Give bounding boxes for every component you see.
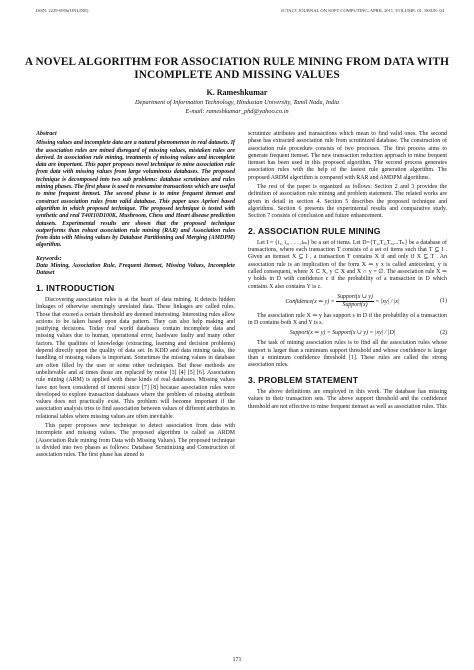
section-2-paragraph-2: The association rule X ⇒ y has support s in D if the probability of a transaction in D contains both X and Y is s. bbox=[248, 312, 447, 326]
equation-1-denominator: Support(x) bbox=[336, 301, 374, 309]
right-column bbox=[248, 131, 447, 413]
section-3-heading: 3. PROBLEM STATEMENT bbox=[248, 374, 359, 385]
equation-1 bbox=[248, 294, 447, 310]
section-2-paragraph-1: Let I = {i₁, i₂, . . . ,iₘ} be a set of items. Let D={T₁,T₂,T₃,...Tₙ} be a database of transactions, where each transaction T consists of a set of items such that T ⊆ I . Given an itemset X ⊆ I , a transaction T contains X if and only if X ⊆ T . An association rule is an implication of the form X ⇒ y x is called antecedent, y is called consequent, where X ⊂ X, y ⊂ X and X ∩ y = ∅. The association rule X ⇒ y holds in D with confidence c if the probability of a transaction in D which contains X also contains Y is c. bbox=[248, 239, 447, 290]
equation-1-numerator: Support(x ∪ y) bbox=[337, 293, 373, 300]
right-paragraph-2: The rest of the paper is organized as follows: Section 2 and 3 provides the definition of association rule mining and problem statement. The related works are given in detail in section 4. Section 5 describes the proposed technique and algorithms. Section 6 presents the experimental results and comparative study. Section 7 consists of conclusion and future enhancement. bbox=[248, 184, 447, 220]
equation-1-rhs: = |xy| / |x| bbox=[375, 299, 400, 306]
header-issn: ISSN: 2229-6956(ONLINE) bbox=[36, 8, 89, 13]
paper-title-line-1: A NOVEL ALGORITHM FOR ASSOCIATION RULE MINING FROM DATA WITH bbox=[24, 56, 450, 68]
section-3-paragraph-1: The above definitions are employed in this work. The database has missing values in their transaction sets. The above support threshold and the confidence threshold are not effective to mine frequent itemset as well as association rules. This bbox=[248, 388, 447, 410]
equation-1-fraction bbox=[336, 294, 374, 310]
equation-2-label: (2) bbox=[440, 330, 447, 337]
section-1-paragraph-1: Discovering association rules is at the heart of data mining. It detects hidden linkages of otherwise seemingly unrelated data. These linkages are called rules. Those that exceed a certain threshold are deemed interesting. Interesting rules allow actions to be taken based upon data pattern. They can also help making and justifying decisions. Today real world databases contain incomplete data and missing values due to human, operational error, hardware faulty and many other factors. The qualities of knowledge (extracting, learning and decision problems) depend directly upon the quality of data set. In KDD and data mining tasks, the handling of missing values is important. Sometimes the missing values in database are often filled by the user or some other techniques. But these methods are unbelievable and at times those are replaced by noise [3] [4] [5] [6]. Association rule mining (ARM) is applied with these kinds of real databases. Missing values have not been considered of interest since [7] [8] because association rules were developed to explore transaction databases where the problem of missing attribute values does not practically exist. This problem will become important if the association analysis tries to find association between values of different attributes in relational tables where missing values are often inevitable. bbox=[36, 296, 235, 420]
header-journal: ICTACT JOURNAL ON SOFT COMPUTING, APRIL 2011, VOLUME: 01, ISSUE: 04 bbox=[281, 8, 444, 13]
equation-1-label: (1) bbox=[440, 298, 447, 305]
abstract-body: Missing values and incomplete data are a natural phenomenon in real datasets. If the association rules are mined disregard of missing values, mistaken rules are derived. In association rule mining, treatments of missing values and incomplete data are important. This paper proposes novel technique to mine association rule from data with missing values from large voluminous databases. The proposed technique is decomposed into two sub problems: database scrutinizes and rules mining phases. The first phase is used to reexamine transactions which are useful to mine frequent itemset. The second phase is to mine frequent itemset and construct association rules from valid database. This paper uses Apriori based algorithm in which proposed technique. The proposed technique is tested with synthetic and real T40I10D100K, Mushroom, Chess and Heart disease prediction datasets. Experimental results are shown that the proposed technique outperforms than robust association rule mining (RAR) and Association rules from data with Missing values by Database Partitioning and Merging (AMDPM) algorithm. bbox=[36, 140, 235, 249]
author-name: K. Rameshkumar bbox=[206, 88, 268, 97]
equation-2-lhs: Support(x ⇒ y) = bbox=[289, 330, 331, 337]
paper-title-line-2: INCOMPLETE AND MISSING VALUES bbox=[134, 69, 340, 81]
equation-2-middle: Support(x ∪ y) bbox=[332, 330, 368, 337]
author-affiliation: Department of Information Technology, Hindustan University, Tamil Nadu, India bbox=[134, 99, 339, 106]
section-1-paragraph-2: This paper proposes new technique to detect association from data with incomplete and missing values. The proposed algorithm is called as ARDM (Association Rule mining from Data with Missing Values). The proposed technique is divided into two phases as follows: Database Scrutinizing and Construction of association rules. The first phase has aimed to bbox=[36, 422, 235, 459]
keywords-body: Data Mining, Association Rule, Frequent Itemset, Missing Values, Incomplete Dataset bbox=[36, 263, 235, 277]
equation-2 bbox=[248, 330, 447, 337]
left-column bbox=[36, 131, 235, 461]
author-email: E-mail: rameshkumar_phd@yahoo.co.in bbox=[185, 108, 289, 115]
equation-1-lhs: Confidence(x ⇒ y) = bbox=[285, 299, 335, 306]
keywords-title: Keywords: bbox=[36, 255, 62, 262]
abstract-title: Abstract bbox=[36, 131, 57, 137]
section-1-heading: 1. INTRODUCTION bbox=[36, 282, 115, 293]
page-number: 171 bbox=[232, 657, 242, 663]
section-2-heading: 2. ASSOCIATION RULE MINING bbox=[248, 225, 381, 236]
section-2-paragraph-3: The task of mining association rules is to find all the association rules whose support is larger than a minimum support threshold and whose confidence is larger than a minimum confidence threshold [1]. These rules are called the strong association rules. bbox=[248, 340, 447, 369]
paper-title bbox=[0, 56, 474, 82]
right-paragraph-1: scrutinize attributes and transactions which mean to find valid ones. The second phase has extracted association rule from scrutinized database. The construction of association rule procedure consists of two processes. The first process aims to generate frequent itemset. The new transaction reduction approach to mine frequent itemset has been used in this proposed algorithm. The second process generates association rules with the help of the fastest rule generation algorithm. The proposed ARDM algorithm is compared with RAR and AMDPM algorithms. bbox=[248, 131, 447, 181]
equation-2-rhs: = |xy| / |D| bbox=[369, 330, 396, 337]
